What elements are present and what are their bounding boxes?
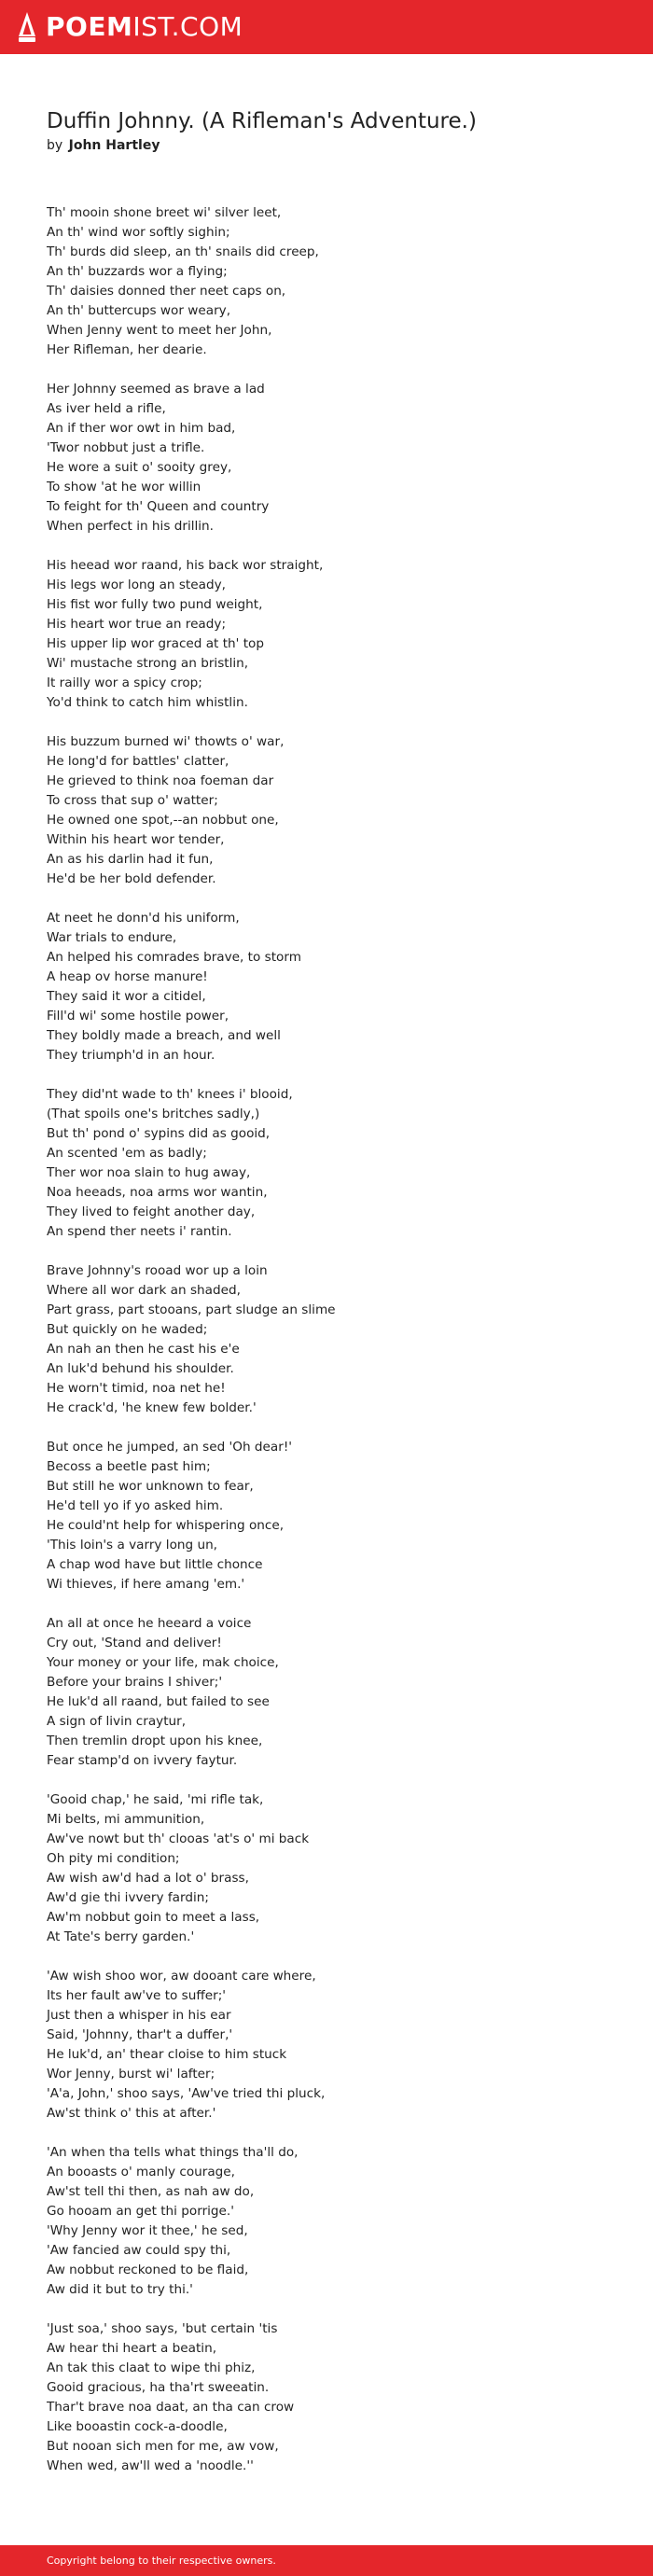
poem-line: He wore a suit o' sooity grey, [47, 460, 232, 475]
poem-line: He grieved to think noa foeman dar [47, 773, 274, 788]
stanza [47, 732, 625, 889]
site-logo-text [46, 11, 243, 42]
quill-pen-icon [17, 11, 37, 43]
poem-line: Part grass, part stooans, part sludge an slime [47, 1302, 336, 1317]
poem-line: They said it wor a citidel, [47, 989, 206, 1004]
poem-line: Brave Johnny's rooad wor up a loin [47, 1263, 268, 1278]
poem-line: Her Johnny seemed as brave a lad [47, 382, 265, 397]
poem-line: Aw'd gie thi ivvery fardin; [47, 1890, 209, 1905]
stanza [47, 2319, 625, 2476]
poem-line: Aw did it but to try thi.' [47, 2282, 193, 2297]
byline-label: by [47, 138, 63, 153]
poem-line: Mi belts, mi ammunition, [47, 1812, 205, 1827]
poem-line: When Jenny went to meet her John, [47, 323, 272, 338]
stanza [47, 1438, 625, 1594]
poem-line: War trials to endure, [47, 930, 177, 945]
poem-line: But once he jumped, an sed 'Oh dear!' [47, 1440, 293, 1455]
poem-line: They lived to feight another day, [47, 1204, 256, 1219]
poem-line: An th' wind wor softly sighin; [47, 225, 230, 240]
poem-line: Said, 'Johnny, thar't a duffer,' [47, 2027, 233, 2042]
poem-line: To show 'at he wor willin [47, 480, 201, 494]
poem-line: He worn't timid, noa net he! [47, 1381, 226, 1396]
poem-line: An tak this claat to wipe thi phiz, [47, 2360, 256, 2375]
poem-line: Her Rifleman, her dearie. [47, 342, 207, 357]
poem-line: A sign of livin craytur, [47, 1714, 187, 1729]
stanza [47, 1967, 625, 2123]
poem-line: Gooid gracious, ha tha'rt sweeatin. [47, 2380, 270, 2395]
poem-line: An scented 'em as badly; [47, 1146, 207, 1161]
poem-line: An all at once he heeard a voice [47, 1616, 252, 1631]
poem-line: Like booastin cock-a-doodle, [47, 2419, 228, 2434]
poem-line: Aw'm nobbut goin to meet a lass, [47, 1910, 260, 1925]
poem-line: They boldly made a breach, and well [47, 1028, 281, 1043]
poem-line: It railly wor a spicy crop; [47, 675, 202, 690]
poem-line: Th' daisies donned ther neet caps on, [47, 284, 286, 299]
poem-line: He'd be her bold defender. [47, 871, 216, 886]
poem-line: Fill'd wi' some hostile power, [47, 1009, 229, 1023]
poem-line: 'Aw fancied aw could spy thi, [47, 2243, 231, 2258]
poem-line: His buzzum burned wi' thowts o' war, [47, 734, 285, 749]
poem-line: They did'nt wade to th' knees i' blooid, [47, 1087, 293, 1102]
poem-line: An booasts o' manly courage, [47, 2165, 235, 2179]
poem-line: To cross that sup o' watter; [47, 793, 218, 808]
stanza [47, 556, 625, 713]
poem-line: 'An when tha tells what things tha'll do, [47, 2145, 299, 2160]
poem-line: But still he wor unknown to fear, [47, 1479, 254, 1494]
stanza [47, 1790, 625, 1947]
poem-line: Wi thieves, if here amang 'em.' [47, 1577, 245, 1592]
stanza [47, 203, 625, 360]
site-footer [0, 2545, 653, 2576]
poem-line: He crack'd, 'he knew few bolder.' [47, 1400, 257, 1415]
poem-line: His legs wor long an steady, [47, 578, 226, 592]
poem-line: Becoss a beetle past him; [47, 1459, 211, 1474]
poem-line: Then tremlin dropt upon his knee, [47, 1734, 263, 1748]
stanza [47, 909, 625, 1065]
poem-line: They triumph'd in an hour. [47, 1048, 215, 1063]
poem-line: Cry out, 'Stand and deliver! [47, 1636, 222, 1650]
poem-title: Duffin Johnny. (A Rifleman's Adventure.) [47, 109, 477, 133]
poem-line: His heead wor raand, his back wor straight, [47, 558, 324, 573]
poem-line: An if ther wor owt in him bad, [47, 421, 236, 436]
poem-line: Fear stamp'd on ivvery faytur. [47, 1753, 238, 1768]
poem-line: He long'd for battles' clatter, [47, 754, 229, 769]
site-header [0, 0, 653, 54]
poem-line: An nah an then he cast his e'e [47, 1342, 240, 1357]
poem-line: (That spoils one's britches sadly,) [47, 1107, 260, 1121]
poem-line: A chap wod have but little chonce [47, 1557, 263, 1572]
poem-line: At Tate's berry garden.' [47, 1929, 195, 1944]
stanza [47, 1261, 625, 1418]
poem-line: 'This loin's a varry long un, [47, 1538, 218, 1553]
byline [47, 136, 160, 155]
poem-line: As iver held a rifle, [47, 401, 166, 416]
poem-line: 'A'a, John,' shoo says, 'Aw've tried thi pluck, [47, 2086, 326, 2101]
poem-line: Yo'd think to catch him whistlin. [47, 695, 248, 710]
poem-line: An th' buzzards wor a flying; [47, 264, 228, 279]
poem-line: Within his heart wor tender, [47, 832, 225, 847]
poem-line: 'Just soa,' shoo says, 'but certain 'tis [47, 2321, 278, 2336]
author-link[interactable]: John Hartley [68, 138, 160, 153]
poem-line: When wed, aw'll wed a 'noodle.'' [47, 2458, 254, 2473]
stanza [47, 2143, 625, 2300]
poem-line: An helped his comrades brave, to storm [47, 950, 301, 965]
poem-line: Aw wish aw'd had a lot o' brass, [47, 1871, 249, 1886]
poem-line: 'Gooid chap,' he said, 'mi rifle tak, [47, 1792, 264, 1807]
site-logo-light: IST.COM [132, 11, 243, 42]
poem-line: Aw'st tell thi then, as nah aw do, [47, 2184, 255, 2199]
poem-line: Ther wor noa slain to hug away, [47, 1165, 251, 1180]
poem-line: He could'nt help for whispering once, [47, 1518, 285, 1533]
poem-line: Wi' mustache strong an bristlin, [47, 656, 249, 671]
poem-line: Where all wor dark an shaded, [47, 1283, 241, 1298]
poem-line: Just then a whisper in his ear [47, 2008, 231, 2023]
poem-line: But nooan sich men for me, aw vow, [47, 2439, 279, 2454]
copyright-notice: Copyright belong to their respective owners. [47, 2555, 276, 2567]
poem-line: He owned one spot,--an nobbut one, [47, 813, 279, 828]
poem-line: Aw hear thi heart a beatin, [47, 2341, 217, 2356]
poem-body [47, 203, 625, 2496]
poem-line: Aw've nowt but th' clooas 'at's o' mi back [47, 1831, 310, 1846]
poem-line: An luk'd behund his shoulder. [47, 1361, 234, 1376]
poem-line: Thar't brave noa daat, an tha can crow [47, 2400, 295, 2415]
poem-line: Aw'st think o' this at after.' [47, 2106, 216, 2121]
poem-line: A heap ov horse manure! [47, 969, 208, 984]
poem-line: He luk'd all raand, but failed to see [47, 1694, 270, 1709]
poem-line: Noa heeads, noa arms wor wantin, [47, 1185, 268, 1200]
poem-line: Th' burds did sleep, an th' snails did creep, [47, 244, 319, 259]
poem-line: His upper lip wor graced at th' top [47, 636, 264, 651]
poem-line: His heart wor true an ready; [47, 617, 227, 632]
poem-line: Its her fault aw've to suffer;' [47, 1988, 227, 2003]
poem-line: But th' pond o' sypins did as gooid, [47, 1126, 271, 1141]
poem-line: 'Twor nobbut just a trifle. [47, 440, 205, 455]
poem-line: He'd tell yo if yo asked him. [47, 1498, 224, 1513]
poem-line: When perfect in his drillin. [47, 519, 214, 534]
poem-line: 'Why Jenny wor it thee,' he sed, [47, 2223, 248, 2238]
stanza [47, 1614, 625, 1771]
poem-line: An th' buttercups wor weary, [47, 303, 231, 318]
poem-line: Go hooam an get thi porrige.' [47, 2204, 234, 2219]
poem-line: Th' mooin shone breet wi' silver leet, [47, 205, 282, 220]
poem-line: Your money or your life, mak choice, [47, 1655, 279, 1670]
poem-line: To feight for th' Queen and country [47, 499, 270, 514]
poem-line: His fist wor fully two pund weight, [47, 597, 263, 612]
poem-line: At neet he donn'd his uniform, [47, 911, 240, 926]
poem-line: But quickly on he waded; [47, 1322, 208, 1337]
poem-line: Oh pity mi condition; [47, 1851, 180, 1866]
poem-line: An as his darlin had it fun, [47, 852, 214, 867]
poem-line: Before your brains I shiver;' [47, 1675, 223, 1690]
poem-line: 'Aw wish shoo wor, aw dooant care where, [47, 1969, 316, 1984]
stanza [47, 1085, 625, 1242]
poem-line: Aw nobbut reckoned to be flaid, [47, 2263, 249, 2277]
site-logo-link[interactable] [17, 10, 243, 44]
poem-line: An spend ther neets i' rantin. [47, 1224, 232, 1239]
poem-line: He luk'd, an' thear cloise to him stuck [47, 2047, 287, 2062]
stanza [47, 380, 625, 536]
poem-line: Wor Jenny, burst wi' lafter; [47, 2067, 215, 2082]
site-logo-bold: POEM [46, 11, 133, 42]
